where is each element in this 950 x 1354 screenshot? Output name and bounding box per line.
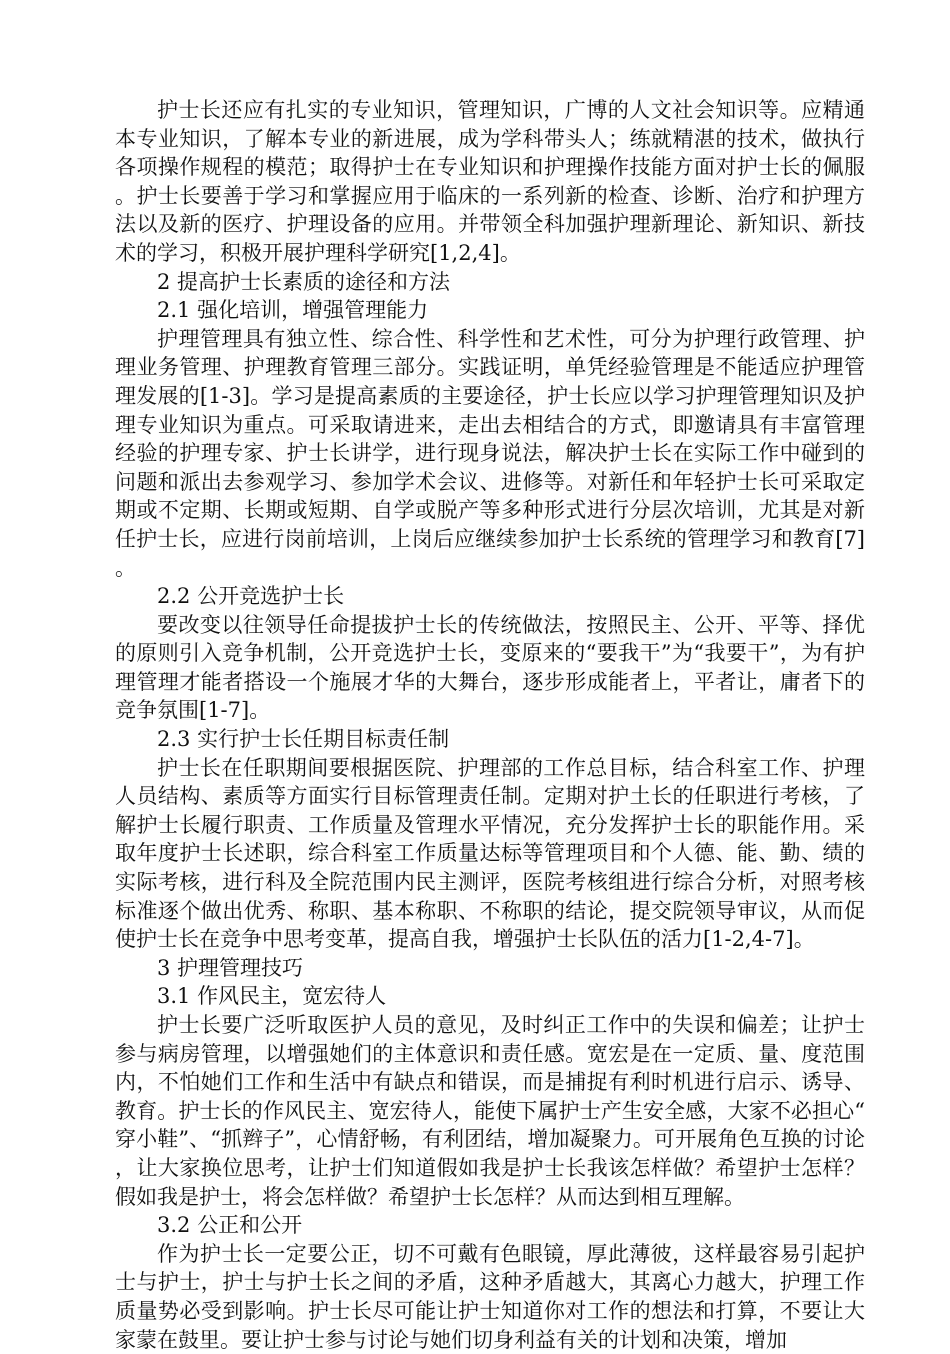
subsection-heading: 2.3 实行护士长任期目标责任制 xyxy=(157,727,450,752)
section-heading: 3 护理管理技巧 xyxy=(157,955,304,980)
body-paragraph: 护理管理具有独立性、综合性、科学性和艺术性，可分为护理行政管理、护理业务管理、护理教育管理三部分。实践证明，单凭经验管理是不能适应护理管理发展的[1-3]。学习是提高素质的主要途径，护士长应以学习护理管理知识及护理专业知识为重点。可采取请进来，走出去相结合的方式，即邀请具有丰富管理经验的护理专家、护士长讲学，进行现身说法，解决护士长在实际工作中碰到的问题和派出去参观学习、参加学术会议、进修等。对新任和年轻护士长可采取定期或不定期、长期或短期、自学或脱产等多种形式进行分层次培训，尤其是对新任护士长，应进行岗前培训，上岗后应继续参加护士长系统的管理学习和教育[7]。 xyxy=(115,326,865,580)
body-paragraph: 作为护士长一定要公正，切不可戴有色眼镜，厚此薄彼，这样最容易引起护士与护士，护士与护士长之间的矛盾，这种矛盾越大，其离心力越大，护理工作质量势必受到影响。护士长尽可能让护士知道你对工作的想法和打算，不要让大家蒙在鼓里。要让护士参与讨论与她们切身利益有关的计划和决策，增加 xyxy=(115,1241,865,1352)
subsection-heading: 3.2 公正和公开 xyxy=(157,1213,303,1238)
body-paragraph: 要改变以往领导任命提拔护士长的传统做法，按照民主、公开、平等、择优的原则引入竞争机制，公开竞选护士长，变原来的“要我干”为“我要干”，为有护理管理才能者搭设一个施展才华的大舞台，逐步形成能者上，平者让，庸者下的竞争氛围[1-7]。 xyxy=(115,612,865,723)
subsection-heading: 3.1 作风民主，宽宏待人 xyxy=(157,984,387,1009)
section-heading: 2 提高护士长素质的途径和方法 xyxy=(157,269,451,294)
subsection-heading: 2.1 强化培训，增强管理能力 xyxy=(157,298,429,323)
body-paragraph: 护士长在任职期间要根据医院、护理部的工作总目标，结合科室工作、护理人员结构、素质等方面实行目标管理责任制。定期对护土长的任职进行考核，了解护士长履行职责、工作质量及管理水平情况，充分发挥护士长的职能作用。采取年度护士长述职，综合科室工作质量达标等管理项目和个人德、能、勤、绩的实际考核，进行科及全院范围内民主测评，医院考核组进行综合分析，对照考核标准逐个做出优秀、称职、基本称职、不称职的结论，提交院领导审议，从而促使护士长在竞争中思考变革，提高自我，增强护士长队伍的活力[1-2,4-7]。 xyxy=(115,755,865,952)
document-page xyxy=(115,96,865,1354)
subsection-heading: 2.2 公开竞选护士长 xyxy=(157,584,345,609)
body-paragraph: 护士长要广泛听取医护人员的意见，及时纠正工作中的失误和偏差；让护士参与病房管理，以增强她们的主体意识和责任感。宽宏是在一定质、量、度范围内，不怕她们工作和生活中有缺点和错误，而是捕捉有利时机进行启示、诱导、教育。护士长的作风民主、宽宏待人，能使下属护士产生安全感，大家不必担心“穿小鞋”、“抓辫子”，心情舒畅，有利团结，增加凝聚力。可开展角色互换的讨论，让大家换位思考，让护士们知道假如我是护士长我该怎样做？希望护士怎样？假如我是护士，将会怎样做？希望护士长怎样？从而达到相互理解。 xyxy=(115,1013,865,1209)
body-paragraph: 护士长还应有扎实的专业知识，管理知识，广博的人文社会知识等。应精通本专业知识，了解本专业的新进展，成为学科带头人；练就精湛的技术，做执行各项操作规程的模范；取得护士在专业知识和护理操作技能方面对护士长的佩服。护士长要善于学习和掌握应用于临床的一系列新的检查、诊断、治疗和护理方法以及新的医疗、护理设备的应用。并带领全科加强护理新理论、新知识、新技术的学习，积极开展护理科学研究[1,2,4]。 xyxy=(115,98,865,265)
